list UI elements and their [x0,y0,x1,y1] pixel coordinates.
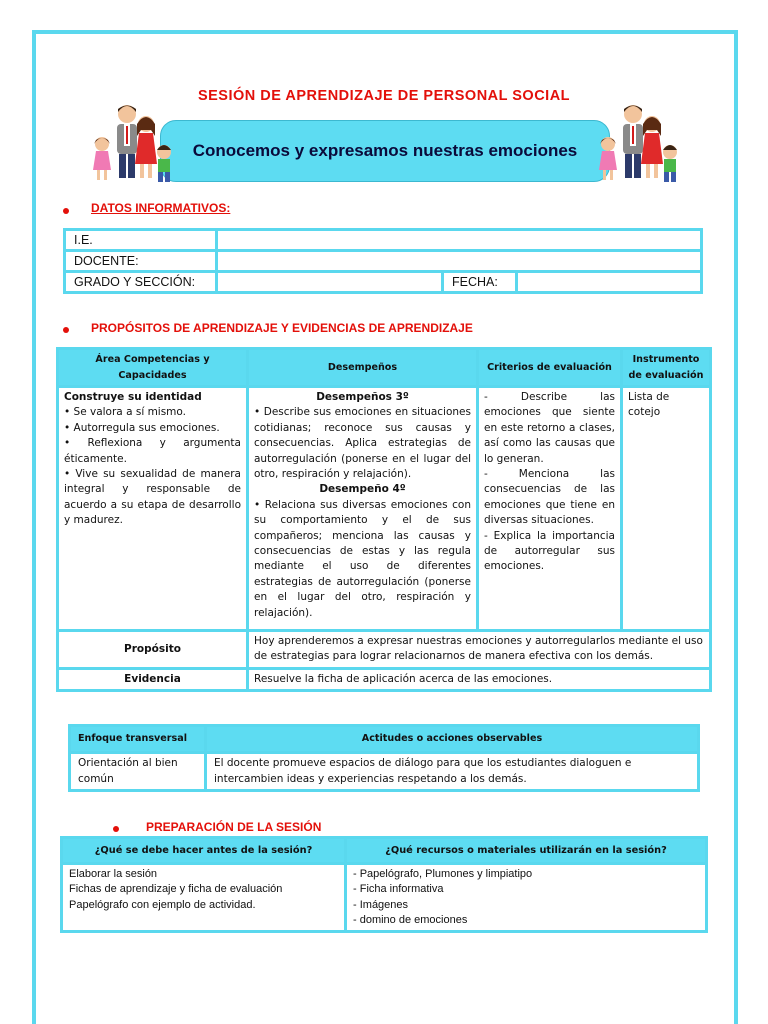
evidencia-label: Evidencia [58,668,248,690]
header-enfoque: Enfoque transversal [70,726,206,753]
preparacion-table [60,836,708,933]
bullet-icon [63,327,69,333]
family-illustration-left [82,100,182,186]
desempeno4-text: • Relaciona sus diversas emociones con su comportamiento y el de sus compañeros; menciona las causas y consecuencias de estas y las regula mediante el uso de diferentes estrategias de autorregulación (ponerse en el lugar del otro, respiración y relajación). [254,498,471,619]
antes-item: Fichas de aprendizaje y ficha de evaluación [69,883,283,896]
criterios-cell [478,387,622,631]
recurso-item: - Ficha informativa [353,883,444,896]
fecha-label: FECHA: [443,272,517,293]
criterio-item: - Explica la importancia de autorregular sus emociones. [484,529,615,573]
header-antes: ¿Qué se debe hacer antes de la sesión? [62,838,346,864]
desempeno3-text: • Describe sus emociones en situaciones cotidianas; reconoce sus causas y consecuencias. Aplica estrategias de autorregulación (ponerse en el lugar del otro, respiración y relajación). [254,406,471,481]
grado-label: GRADO Y SECCIÓN: [65,272,217,293]
capacidad-item: • Reflexiona y argumenta éticamente. [64,437,241,465]
datos-heading: DATOS INFORMATIVOS: [91,201,231,215]
criterio-item: - Menciona las consecuencias de las emociones que tiene en diversas situaciones. [484,468,615,527]
header-criterios: Criterios de evaluación [478,349,622,387]
capacidad-item: • Se valora a sí mismo. [64,406,186,419]
actitudes-text: El docente promueve espacios de diálogo para que los estudiantes dialoguen e intercambien ideas y experiencias respetando a los demás. [206,753,699,791]
datos-table [63,228,703,294]
fecha-value[interactable] [517,272,702,293]
bullet-icon [113,826,119,832]
grado-value[interactable] [217,272,443,293]
criterio-item: - Describe las emociones que siente en este retorno a clases, así como las causas que lo generan. [484,391,615,465]
ie-label: I.E. [65,230,217,251]
antes-item: Papelógrafo con ejemplo de actividad. [69,898,256,911]
proposito-label: Propósito [58,631,248,669]
header-actitudes: Actitudes o acciones observables [206,726,699,753]
competencias-cell [58,387,248,631]
desempenos-cell [248,387,478,631]
recursos-cell [346,864,707,932]
enfoque-table [68,724,700,792]
desempeno4-title: Desempeño 4º [319,483,406,496]
enfoque-name: Orientación al bien común [70,753,206,791]
family-illustration-right [588,100,688,186]
desempeno3-title: Desempeños 3º [316,391,409,403]
propositos-table [56,347,712,692]
page-title: SESIÓN DE APRENDIZAJE DE PERSONAL SOCIAL [197,88,571,104]
antes-item: Elaborar la sesión [69,868,158,880]
recurso-item: - domino de emociones [353,913,468,926]
evidencia-text: Resuelve la ficha de aplicación acerca de las emociones. [248,668,711,690]
capacidad-item: • Autorregula sus emociones. [64,421,220,434]
capacidad-item: • Vive su sexualidad de manera integral y responsable de acuerdo a su etapa de desarrollo y madurez. [64,468,241,527]
header-area: Área Competencias y Capacidades [58,349,248,387]
header-recursos: ¿Qué recursos o materiales utilizarán en la sesión? [346,838,707,864]
preparacion-heading: PREPARACIÓN DE LA SESIÓN [146,820,322,834]
ie-value[interactable] [217,230,702,251]
recurso-item: - Imágenes [353,898,409,911]
antes-cell [62,864,346,932]
proposito-text: Hoy aprenderemos a expresar nuestras emociones y autorregularlos mediante el uso de estrategias para lograr relacionarnos de manera efectiva con los demás. [248,631,711,669]
competencia-title: Construye su identidad [64,391,202,403]
instrumento-cell: Lista de cotejo [622,387,711,631]
propositos-heading: PROPÓSITOS DE APRENDIZAJE Y EVIDENCIAS DE APRENDIZAJE [91,321,473,335]
docente-label: DOCENTE: [65,251,217,272]
header-desempenos: Desempeños [248,349,478,387]
recurso-item: - Papelógrafo, Plumones y limpiatipo [353,868,533,880]
banner-title: Conocemos y expresamos nuestras emociones [192,141,578,160]
header-instrumento: Instrumento de evaluación [622,349,711,387]
docente-value[interactable] [217,251,702,272]
bullet-icon [63,208,69,214]
